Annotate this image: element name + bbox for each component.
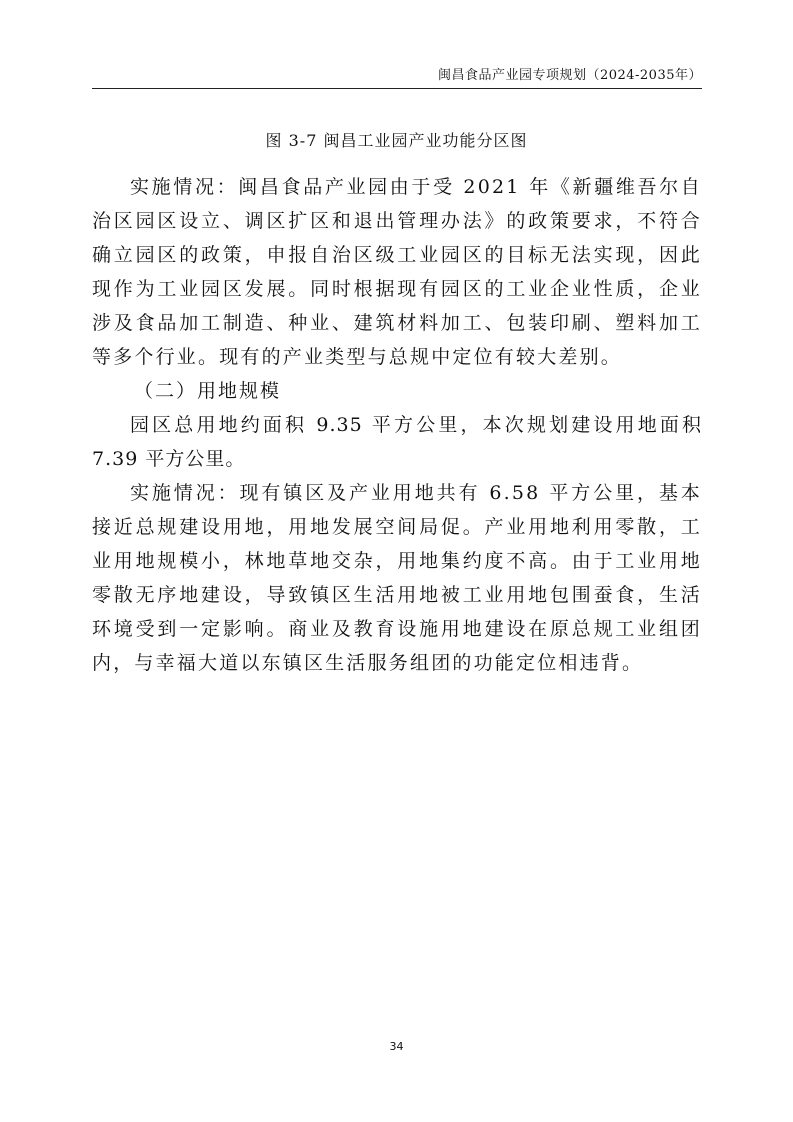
- body-content: [92, 170, 702, 680]
- paragraph-land-implementation-status: 实施情况：现有镇区及产业用地共有 6.58 平方公里，基本接近总规建设用地，用地发展空间局促。产业用地利用零散，工业用地规模小，林地草地交杂，用地集约度不高。由于工业用地零散无序地建设，导致镇区生活用地被工业用地包围蚕食，生活环境受到一定影响。商业及教育设施用地建设在原总规工业组团内，与幸福大道以东镇区生活服务组团的功能定位相违背。: [92, 482, 702, 674]
- header-title: 闽昌食品产业园专项规划（2024-2035年）: [437, 68, 702, 83]
- paragraph-land-scale: 园区总用地约面积 9.35 平方公里，本次规划建设用地面积 7.39 平方公里。: [92, 414, 702, 470]
- paragraph-implementation-status: 实施情况：闽昌食品产业园由于受 2021 年《新疆维吾尔自治区园区设立、调区扩区和退出管理办法》的政策要求，不符合确立园区的政策，申报自治区级工业园区的目标无法实现，因此现作为工业园区发展。同时根据现有园区的工业企业性质，企业涉及食品加工制造、种业、建筑材料加工、包装印刷、塑料加工等多个行业。现有的产业类型与总规中定位有较大差别。: [92, 176, 702, 368]
- figure-caption: 图 3-7 闽昌工业园产业功能分区图: [265, 131, 528, 150]
- page-number: 34: [389, 1040, 404, 1053]
- section-heading-land-scale: （二）用地规模: [134, 380, 282, 402]
- page-header: [92, 66, 702, 89]
